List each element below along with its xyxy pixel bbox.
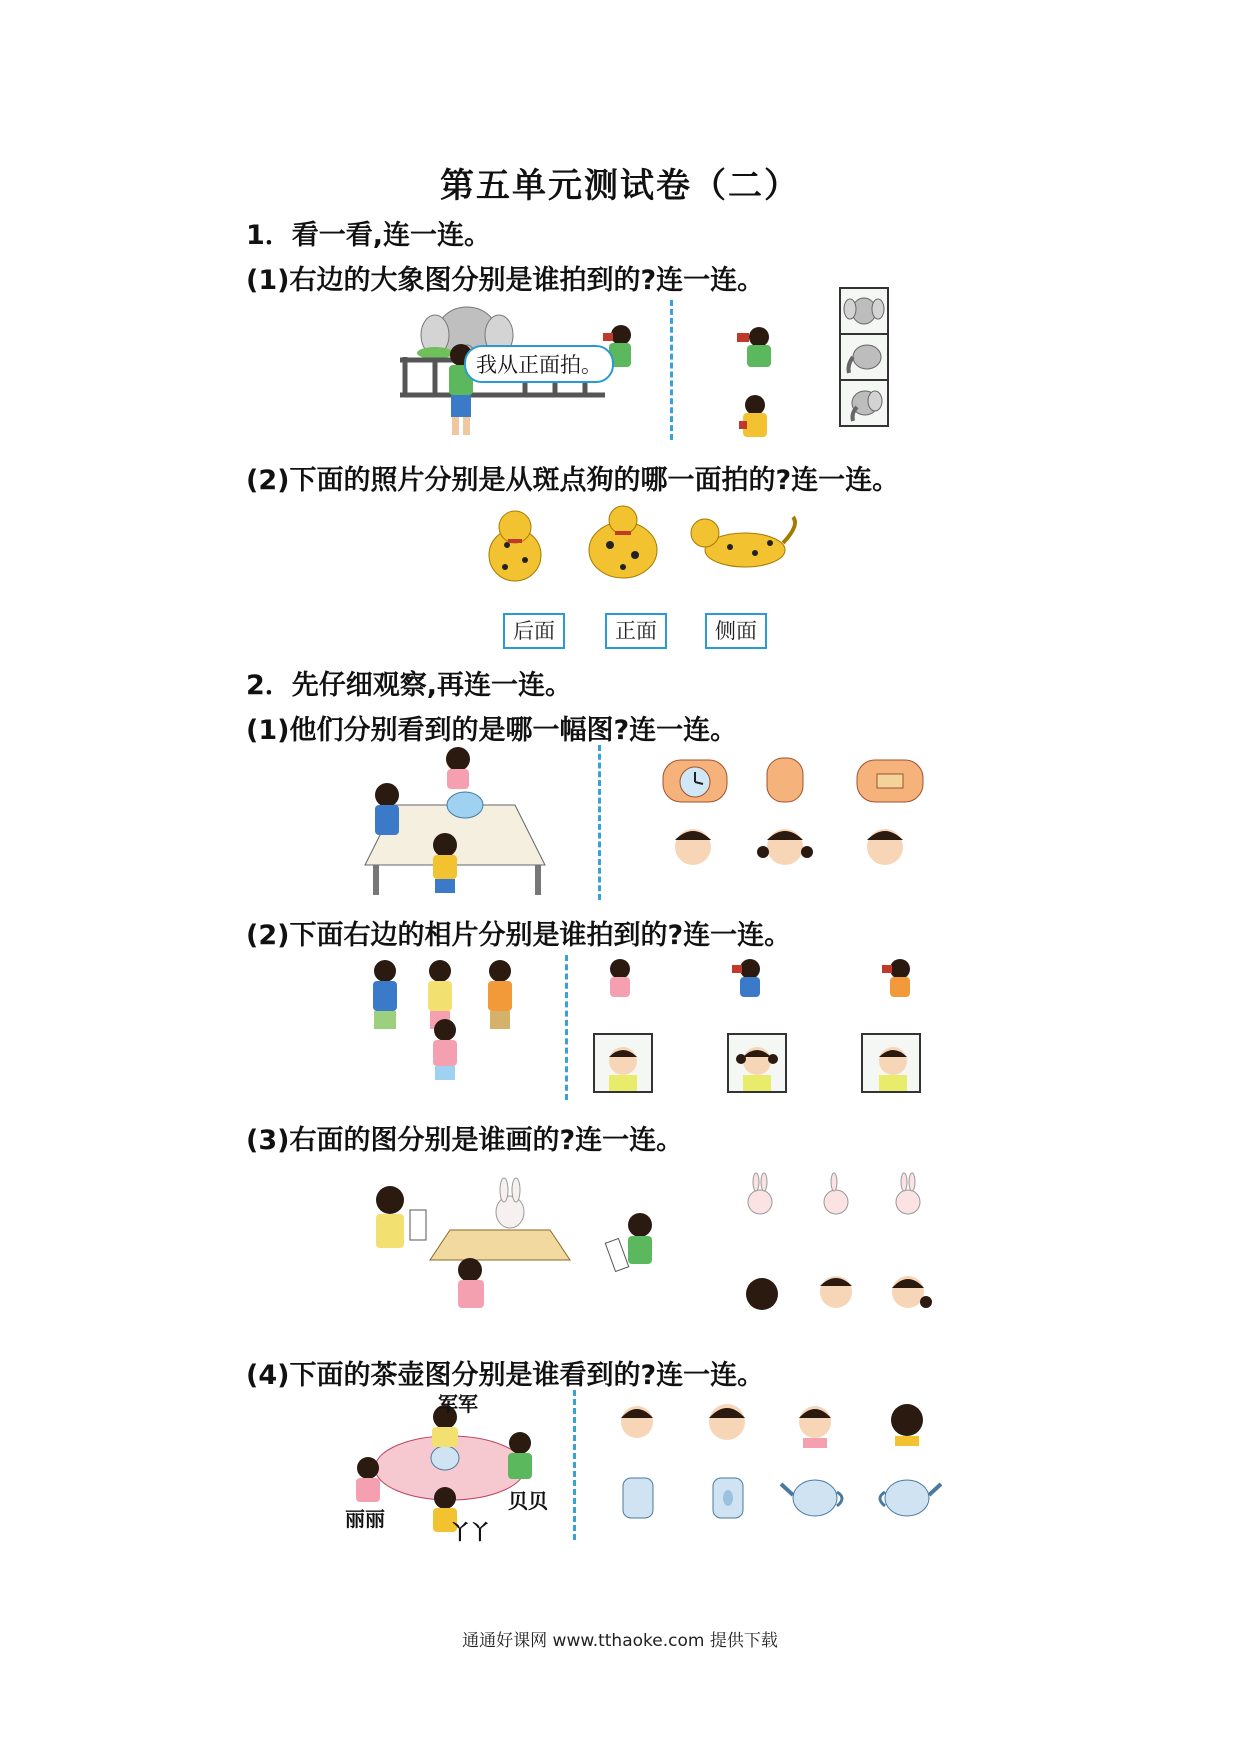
divider-line [670,300,673,440]
photographer-poses-row [600,955,920,1005]
name-left: 丽丽 [345,1507,385,1531]
girl-portrait-icon [863,1035,919,1091]
girl-back-icon [433,1019,457,1080]
three-photographers-illustration [360,955,530,1095]
question-2-3-prompt: (3)右面的图分别是谁画的?连一连。 [246,1125,684,1156]
rabbit-side-icon [824,1173,848,1214]
clock-back-icon [857,760,923,802]
boy-drawing-icon [376,1186,426,1248]
boy-face-icon [621,1406,653,1438]
girl-top-icon [446,747,470,789]
clock-and-faces-row [655,752,935,882]
clock-icon [447,792,483,818]
question-2-heading: 2．先仔细观察,再连一连。 [246,670,573,701]
rabbit-toy-icon [496,1178,524,1228]
girl-center-icon [428,960,452,1029]
question-1-heading: 1．看一看,连一连。 [246,220,492,251]
teapot-icon [431,1446,459,1470]
label-side[interactable]: 侧面 [705,613,767,649]
question-1-1-prompt: (1)右边的大象图分别是谁拍到的?连一连。 [246,265,765,296]
child-right-icon [508,1432,532,1479]
speech-text: 我从正面拍。 [476,353,602,377]
speech-bubble [464,345,614,383]
photographer-side-icon [737,327,771,367]
label-front[interactable]: 正面 [605,613,667,649]
divider-line [573,1390,576,1540]
divider-line [565,955,568,1100]
teapot-side-a-icon [623,1478,653,1518]
photographer-back-icon [739,395,767,437]
photo-girl-1[interactable] [593,1033,653,1093]
photographer-pose-2-icon [732,959,760,997]
divider-line [598,745,601,900]
girl-face-1-icon [675,829,711,865]
clock-side-icon [767,758,803,802]
elephant-side-icon [841,335,887,379]
girl-back-face-icon [891,1404,923,1446]
question-2-1-prompt: (1)他们分别看到的是哪一幅图?连一连。 [246,715,738,746]
dog-front-icon [489,511,541,581]
question-1-2-prompt: (2)下面的照片分别是从斑点狗的哪一面拍的?连一连。 [246,465,900,496]
name-top: 军军 [438,1392,478,1416]
label-back[interactable]: 后面 [503,613,565,649]
rabbit-back-icon [748,1173,772,1214]
teapot-side-c-icon [880,1480,941,1516]
elephant-photo-side[interactable] [839,333,889,381]
question-2-4-prompt: (4)下面的茶壶图分别是谁看到的?连一连。 [246,1360,765,1391]
girl-side-face-icon [799,1406,831,1448]
boy-head-icon [820,1276,852,1308]
girl-drawing-icon [458,1258,484,1308]
elephant-photo-angle[interactable] [839,379,889,427]
rabbit-and-faces-grid [740,1170,940,1330]
boy-face-icon [867,829,903,865]
dog-side-icon [691,517,795,567]
teapot-front-icon [713,1478,743,1518]
name-right: 贝贝 [508,1489,548,1513]
page-footer: 通通好课网 www.tthaoke.com 提供下载 [462,1631,778,1651]
girl-front-icon [433,833,457,893]
photo-girl-2[interactable] [727,1033,787,1093]
photographer-pose-3-icon [882,959,910,997]
photo-girl-3[interactable] [861,1033,921,1093]
elephant-angle-icon [841,381,887,425]
elephant-photo-front[interactable] [839,287,889,335]
clock-front-icon [663,760,727,802]
elephant-front-icon [841,289,887,333]
name-bottom: 丫丫 [450,1520,490,1544]
girl-camera-icon [488,960,512,1029]
dog-back-icon [589,506,657,578]
boy-left-icon [375,783,399,835]
page-title: 第五单元测试卷（二） [440,166,800,206]
question-2-2-prompt: (2)下面右边的相片分别是谁拍到的?连一连。 [246,920,792,951]
rabbit-front-icon [896,1173,920,1214]
girl-face-2-icon [757,829,813,865]
teapot-side-b-icon [781,1480,842,1516]
boy-front-face-icon [709,1404,745,1440]
girl-portrait-icon [729,1035,785,1091]
girl-side-drawing-icon [605,1213,652,1271]
faces-and-teapots-grid [615,1400,935,1530]
girl-head-side-icon [892,1276,932,1308]
table-clock-illustration [365,745,555,905]
boy-camera-icon [373,960,397,1029]
girl-head-back-icon [746,1278,778,1310]
photographers-group [725,325,785,450]
girl-portrait-icon [595,1035,651,1091]
child-left-icon [356,1457,380,1502]
drawing-rabbit-illustration [350,1170,670,1320]
spotted-dogs-row [475,505,835,585]
photographer-pose-1-icon [610,959,630,997]
